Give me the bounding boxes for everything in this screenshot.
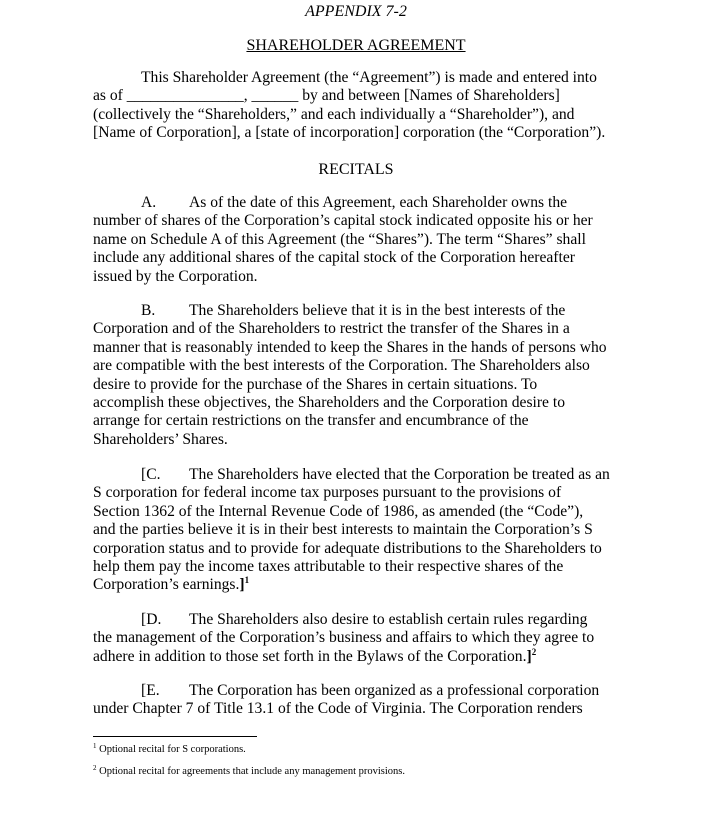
closing-bracket: ] [526, 647, 532, 665]
recital-line: Corporation and of the Shareholders to restrict the transfer of the Shares in a [93, 320, 570, 338]
recital-b [93, 302, 633, 449]
recital-label: A. [141, 194, 157, 211]
recital-line: arrange for certain restrictions on the transfer and encumbrance of the [93, 412, 529, 430]
recital-line: include any additional shares of the capital stock of the Corporation hereafter [93, 249, 575, 267]
recital-line: Corporation’s earnings. [93, 576, 240, 594]
recitals-heading: RECITALS [318, 161, 394, 178]
recital-label: [E. [141, 682, 160, 699]
recital-line: accomplish these objectives, the Shareholders and the Corporation desire to [93, 394, 566, 412]
document-title: SHAREHOLDER AGREEMENT [246, 37, 466, 54]
recital-a [93, 194, 633, 286]
recital-line: As of the date of this Agreement, each Shareholder owns the [189, 194, 568, 211]
recital-line: Section 1362 of the Internal Revenue Code of 1986, as amended (the “Code”), [93, 502, 584, 520]
recital-line: Shareholders’ Shares. [93, 430, 228, 448]
recital-d [93, 611, 633, 666]
recital-line: corporation status and to provide for adequate distributions to the Shareholders to [93, 539, 602, 557]
recital-line: The Shareholders have elected that the Corporation be treated as an [189, 466, 610, 483]
footnote-number: 2 [93, 764, 97, 772]
footnote-text: Optional recital for S corporations. [99, 744, 246, 755]
recital-line: name on Schedule A of this Agreement (the “Shares”). The term “Shares” shall [93, 230, 586, 248]
footnote-ref[interactable]: 2 [531, 646, 537, 657]
recital-e [93, 682, 633, 719]
intro-line: [Name of Corporation], a [state of incorporation] corporation (the “Corporation”). [93, 124, 606, 142]
recital-line: the management of the Corporation’s business and affairs to which they agree to [93, 629, 595, 647]
recital-line: S corporation for federal income tax purposes pursuant to the provisions of [93, 484, 562, 502]
recital-line: desire to provide for the purchase of the Shares in certain situations. To [93, 375, 538, 393]
appendix-label: APPENDIX 7-2 [305, 3, 407, 20]
recital-c [93, 466, 633, 595]
footnote-1 [93, 743, 246, 757]
recital-label: B. [141, 302, 156, 319]
closing-bracket: ] [239, 576, 245, 594]
recital-label: [C. [141, 466, 161, 483]
recital-line: The Shareholders believe that it is in the best interests of the [189, 302, 566, 319]
recital-label: [D. [141, 611, 162, 628]
recital-line: adhere in addition to those set forth in the Bylaws of the Corporation. [93, 647, 527, 665]
footnote-2 [93, 765, 405, 779]
intro-line: This Shareholder Agreement (the “Agreement”) is made and entered into [141, 69, 597, 86]
footnote-number: 1 [93, 742, 97, 750]
intro-line: (collectively the “Shareholders,” and each individually a “Shareholder”), and [93, 105, 575, 123]
recital-line: issued by the Corporation. [93, 267, 258, 285]
recital-line: are compatible with the best interests of the Corporation. The Shareholders also [93, 357, 590, 375]
recital-line: number of shares of the Corporation’s capital stock indicated opposite his or her [93, 212, 593, 230]
recital-line: under Chapter 7 of Title 13.1 of the Code of Virginia. The Corporation renders [93, 700, 583, 718]
intro-line: as of _______________, ______ by and between [Names of Shareholders] [93, 87, 560, 105]
recital-line: help them pay the income taxes attributable to their respective shares of the [93, 558, 564, 576]
recital-line: The Corporation has been organized as a professional corporation [189, 682, 600, 699]
intro-paragraph [93, 69, 633, 143]
footnote-separator [93, 736, 257, 737]
footnote-text: Optional recital for agreements that include any management provisions. [99, 766, 405, 777]
recital-line: and the parties believe it is in their best interests to maintain the Corporation’s S [93, 521, 593, 539]
recital-line: The Shareholders also desire to establish certain rules regarding [189, 611, 588, 628]
recital-line: manner that is reasonably intended to keep the Shares in the hands of persons who [93, 338, 607, 356]
footnote-ref[interactable]: 1 [244, 575, 250, 586]
